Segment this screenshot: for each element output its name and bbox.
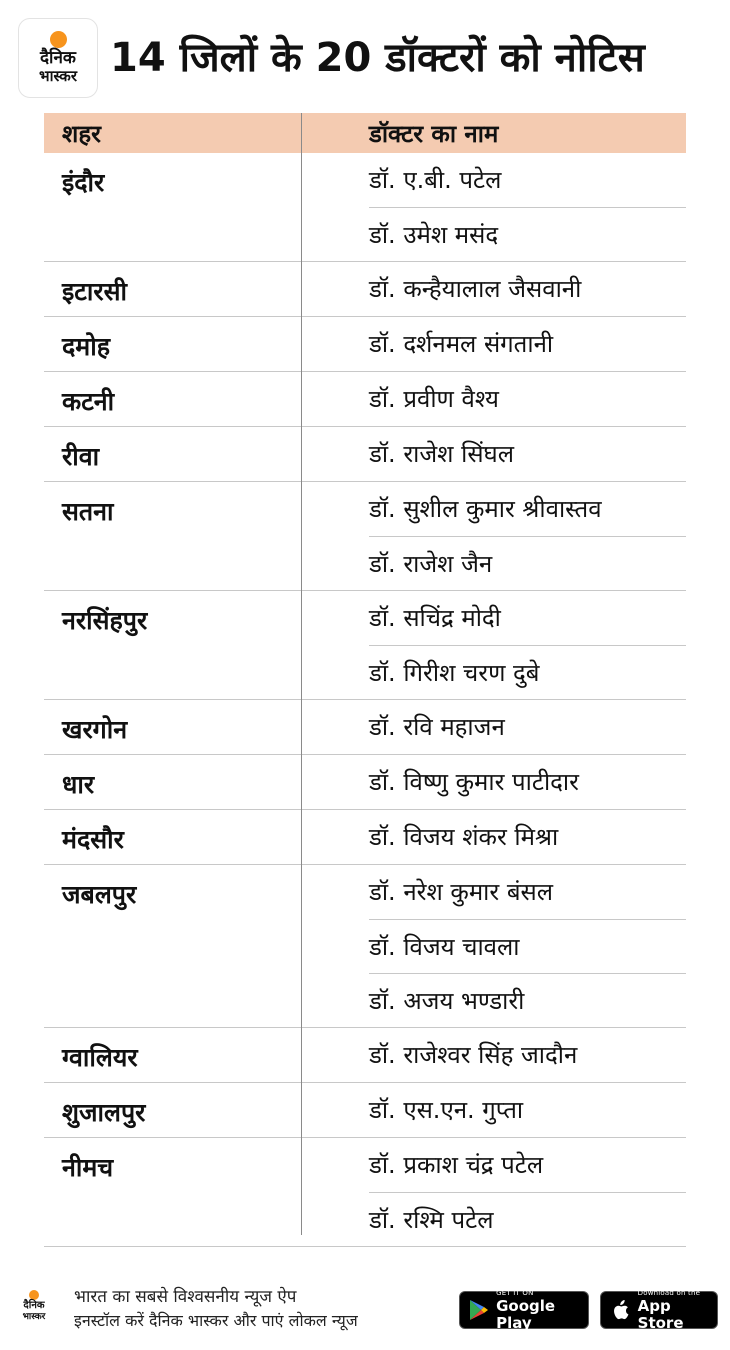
- doctor-name: डॉ. ए.बी. पटेल: [369, 166, 502, 194]
- doctor-name: डॉ. रश्मि पटेल: [369, 1192, 686, 1246]
- table-row: [44, 427, 686, 482]
- doctor-list: [369, 427, 686, 481]
- table-row: [44, 1138, 686, 1247]
- doctor-name: डॉ. नरेश कुमार बंसल: [369, 878, 554, 906]
- doctor-list: [369, 1138, 686, 1246]
- doctor-list: [369, 372, 686, 426]
- table-row: [44, 482, 686, 591]
- city-name: धार: [62, 770, 95, 799]
- table-row: [44, 755, 686, 810]
- google-play-label: Google Play: [496, 1296, 556, 1332]
- table-row: [44, 372, 686, 427]
- doctor-list: [369, 755, 686, 809]
- table-header: [44, 113, 686, 153]
- table-row: [44, 1028, 686, 1083]
- doctor-list: [369, 482, 686, 590]
- logo-text-line2: भास्कर: [39, 67, 77, 85]
- city-name: जबलपुर: [62, 880, 137, 909]
- app-store-button[interactable]: [600, 1288, 718, 1332]
- doctor-list: [369, 591, 686, 699]
- table-row: [44, 262, 686, 317]
- doctor-name: डॉ. राजेश जैन: [369, 536, 686, 590]
- city-name: शुजालपुर: [62, 1098, 146, 1127]
- city-name: दमोह: [62, 332, 110, 361]
- city-name: सतना: [62, 497, 114, 526]
- city-name: इंदौर: [62, 168, 105, 197]
- footer-tagline: भारत का सबसे विश्वसनीय न्यूज ऐप: [74, 1287, 297, 1307]
- table-body: [44, 153, 686, 1247]
- app-store-small-text: Download on the: [637, 1288, 701, 1297]
- doctor-list: [369, 700, 686, 754]
- doctor-name: डॉ. गिरीश चरण दुबे: [369, 645, 686, 699]
- doctor-name: डॉ. विष्णु कुमार पाटीदार: [369, 768, 579, 796]
- google-play-icon: [468, 1298, 490, 1322]
- city-name: नरसिंहपुर: [62, 606, 148, 635]
- apple-icon: [609, 1298, 632, 1322]
- footer-install-text: इनस्टॉल करें दैनिक भास्कर और पाएं लोकल न्यूज: [74, 1311, 358, 1330]
- app-store-label: App Store: [637, 1296, 684, 1332]
- doctor-name: डॉ. प्रवीण वैश्य: [369, 385, 499, 413]
- city-name: रीवा: [62, 442, 100, 471]
- doctor-name: डॉ. उमेश मसंद: [369, 207, 686, 261]
- google-play-button[interactable]: [459, 1288, 589, 1332]
- page-title: 14 जिलों के 20 डॉक्टरों को नोटिस: [110, 35, 645, 81]
- logo-text-line1: दैनिक: [40, 48, 76, 68]
- sun-icon: [29, 1290, 39, 1300]
- doctor-list: [369, 865, 686, 1027]
- column-header-doctor: डॉक्टर का नाम: [369, 120, 499, 148]
- doctor-name: डॉ. राजेश्वर सिंह जादौन: [369, 1041, 578, 1069]
- doctor-name: डॉ. सचिंद्र मोदी: [369, 604, 501, 632]
- city-name: इटारसी: [62, 277, 127, 306]
- header: [18, 18, 718, 100]
- doctor-name: डॉ. एस.एन. गुप्ता: [369, 1096, 524, 1124]
- column-divider: [301, 113, 302, 1235]
- doctor-name: डॉ. दर्शनमल संगतानी: [369, 330, 554, 358]
- doctor-list: [369, 317, 686, 371]
- footer-logo-line1: दैनिक: [23, 1300, 45, 1311]
- sun-icon: [50, 31, 67, 48]
- doctors-table: [44, 113, 686, 1247]
- table-row: [44, 865, 686, 1028]
- google-play-small-text: GET IT ON: [496, 1288, 534, 1297]
- column-header-city: शहर: [62, 120, 101, 148]
- doctor-name: डॉ. राजेश सिंघल: [369, 440, 514, 468]
- city-name: कटनी: [62, 387, 115, 416]
- table-row: [44, 700, 686, 755]
- doctor-name: डॉ. विजय चावला: [369, 919, 686, 973]
- doctor-name: डॉ. अजय भण्डारी: [369, 973, 686, 1027]
- footer-banner: [0, 1280, 730, 1340]
- doctor-name: डॉ. विजय शंकर मिश्रा: [369, 823, 559, 851]
- doctor-list: [369, 810, 686, 864]
- doctor-list: [369, 1028, 686, 1082]
- doctor-list: [369, 153, 686, 261]
- city-name: नीमच: [62, 1153, 114, 1182]
- table-row: [44, 810, 686, 865]
- doctor-name: डॉ. कन्हैयालाल जैसवानी: [369, 275, 582, 303]
- city-name: ग्वालियर: [62, 1043, 138, 1072]
- table-row: [44, 153, 686, 262]
- dainik-bhaskar-logo: [18, 18, 98, 98]
- table-row: [44, 1083, 686, 1138]
- doctor-list: [369, 262, 686, 316]
- doctor-name: डॉ. प्रकाश चंद्र पटेल: [369, 1151, 544, 1179]
- table-row: [44, 317, 686, 372]
- city-name: खरगोन: [62, 715, 128, 744]
- footer-logo: [13, 1288, 55, 1334]
- table-row: [44, 591, 686, 700]
- doctor-name: डॉ. सुशील कुमार श्रीवास्तव: [369, 495, 602, 523]
- footer-logo-line2: भास्कर: [22, 1312, 46, 1322]
- doctor-list: [369, 1083, 686, 1137]
- city-name: मंदसौर: [62, 825, 124, 854]
- doctor-name: डॉ. रवि महाजन: [369, 713, 505, 741]
